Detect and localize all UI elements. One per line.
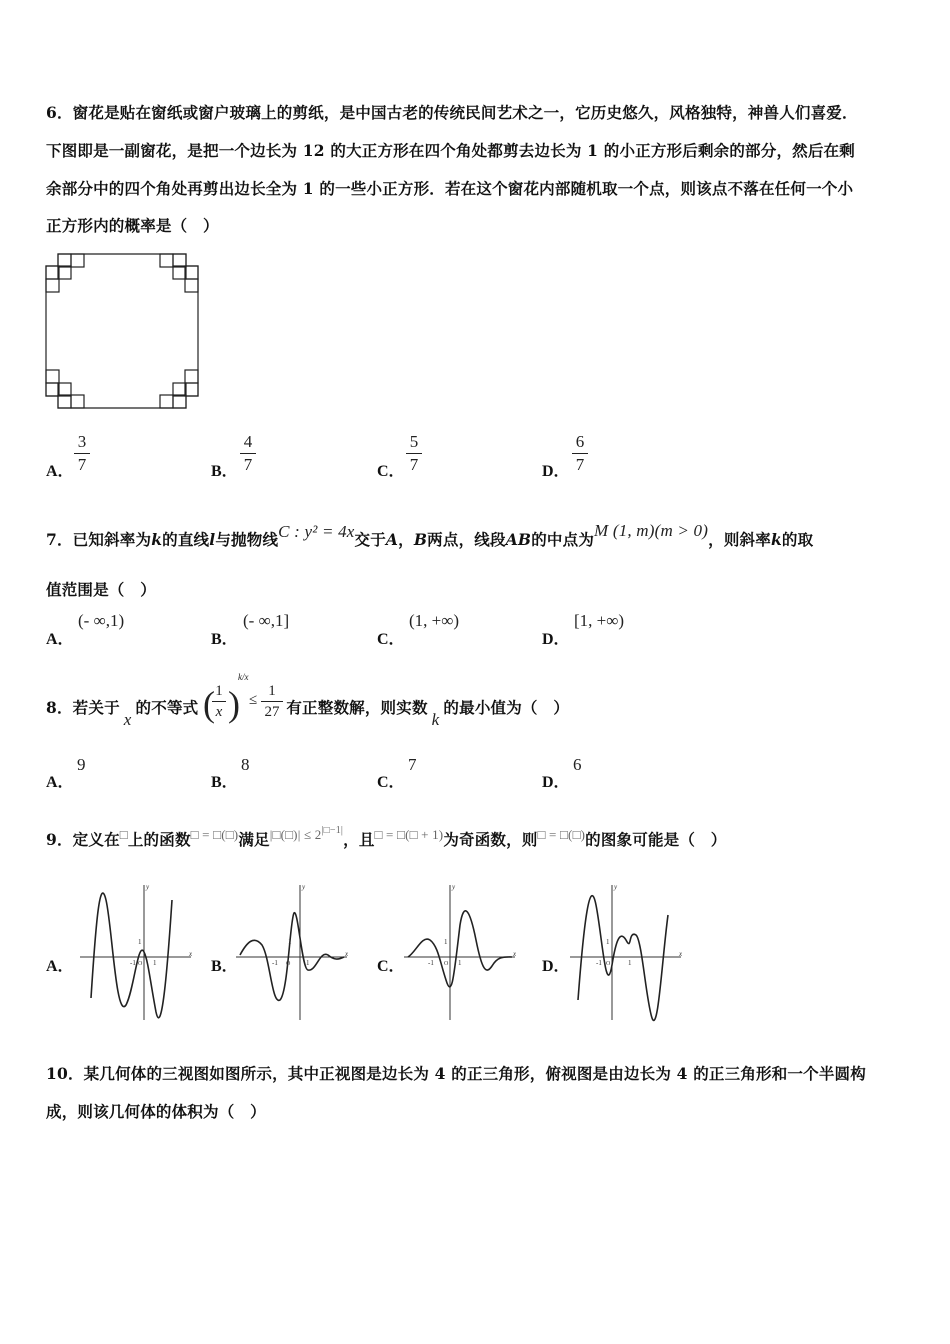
- q7-option-d-label: D．: [542, 631, 570, 648]
- q8-option-d-label: D．: [542, 774, 570, 791]
- svg-text:x: x: [189, 950, 193, 958]
- svg-text:-1: -1: [272, 959, 278, 967]
- window-flower-figure: [40, 248, 210, 416]
- q9-option-d-label: D．: [542, 958, 570, 975]
- q8-option-a-label: A．: [46, 774, 74, 791]
- q6-text-line4: 正方形内的概率是（ ）: [46, 216, 219, 235]
- svg-text:1: 1: [138, 938, 142, 946]
- q6-option-c-fraction: 5 7: [406, 432, 422, 475]
- q7-option-c-value: (1, +∞): [409, 611, 460, 630]
- svg-text:O: O: [444, 961, 449, 967]
- q8-option-a-value: 9: [77, 755, 86, 774]
- q6-option-a-label: A．: [46, 463, 74, 480]
- svg-text:1: 1: [288, 938, 292, 946]
- svg-text:-1: -1: [596, 959, 602, 967]
- q7-text-line2: 值范围是（ ）: [46, 580, 156, 599]
- q7-option-b-value: (- ∞,1]: [243, 611, 290, 630]
- q8-option-d-value: 6: [573, 755, 582, 774]
- q9-option-a-label: A．: [46, 958, 74, 975]
- q8-option-b-value: 8: [241, 755, 250, 774]
- q6-option-d-fraction: 6 7: [572, 432, 588, 475]
- q6-option-d-label: D．: [542, 463, 570, 480]
- svg-text:1: 1: [606, 938, 610, 946]
- svg-text:x: x: [679, 950, 683, 958]
- q8-rhs-fraction: 1 27: [261, 682, 283, 721]
- q6-text-line1: 6．窗花是贴在窗纸或窗户玻璃上的剪纸，是中国古老的传统民间艺术之一，它历史悠久，风格独特，神兽人们喜爱．: [46, 103, 858, 122]
- svg-text:y: y: [146, 883, 150, 891]
- svg-text:y: y: [614, 883, 618, 891]
- q8-option-b-label: B．: [211, 774, 238, 791]
- svg-text:O: O: [606, 961, 611, 967]
- q10-text-line1: 10．某几何体的三视图如图所示，其中正视图是边长为 4 的正三角形，俯视图是由边长为 4 的正三角形和一个半圆构: [46, 1064, 866, 1083]
- svg-text:1: 1: [153, 959, 157, 967]
- svg-text:1: 1: [306, 959, 310, 967]
- q8-leq: ≤: [249, 692, 258, 708]
- svg-text:-1: -1: [428, 959, 434, 967]
- svg-text:O: O: [286, 961, 291, 967]
- q8-inequality: ( 1 x ) k/x ≤ 1 27: [203, 682, 289, 728]
- q9-graph-c: [400, 880, 520, 1025]
- q6-option-b-label: B．: [211, 463, 238, 480]
- q7-option-d-value: [1, +∞): [574, 611, 625, 630]
- q9-text: 9．定义在□上的函数□ = □(□)满足$^{|□(□)| \le 2|□-1|}$，且$^{□ = □(□ + 1)}$为奇函数，则□ = □(□)的图象可能是（ ）: [46, 825, 727, 849]
- q9-graph-a: [76, 880, 196, 1025]
- q9-option-b-label: B．: [211, 958, 238, 975]
- svg-text:y: y: [302, 883, 306, 891]
- q7-option-a-label: A．: [46, 631, 74, 648]
- q7-option-a-value: (- ∞,1): [78, 611, 125, 630]
- q9-graph-b: [232, 880, 352, 1025]
- q7-option-c-label: C．: [377, 631, 405, 648]
- q8-option-c-value: 7: [408, 755, 417, 774]
- q6-text-line3: 余部分中的四个角处再剪出边长全为 1 的一些小正方形．若在这个窗花内部随机取一个点，则该点不落在任何一个小: [46, 179, 854, 198]
- q8-exponent: k/x: [238, 672, 249, 682]
- svg-text:1: 1: [458, 959, 462, 967]
- svg-text:y: y: [452, 883, 456, 891]
- svg-text:O: O: [138, 961, 143, 967]
- svg-text:x: x: [513, 950, 517, 958]
- q10-text-line2: 成，则该几何体的体积为（ ）: [46, 1102, 266, 1121]
- q7-option-b-label: B．: [211, 631, 238, 648]
- q9-graph-d: [566, 880, 686, 1025]
- q6-option-c-label: C．: [377, 463, 405, 480]
- q8-option-c-label: C．: [377, 774, 405, 791]
- q6-option-a-fraction: 3 7: [74, 432, 90, 475]
- q7-text-line1: 7．已知斜率为k的直线l与抛物线C : y² = 4x交于A，B两点，线段AB的中点为M (1, m)(m > 0)，则斜率k的取: [46, 521, 814, 549]
- q6-option-b-fraction: 4 7: [240, 432, 256, 475]
- q8-base-fraction: 1 x: [212, 682, 226, 721]
- q9-option-c-label: C．: [377, 958, 405, 975]
- svg-text:x: x: [345, 950, 349, 958]
- svg-text:-1: -1: [130, 959, 136, 967]
- q8-text: 8．若关于x的不等式 有正整数解，则实数k的最小值为（ ）: [46, 698, 570, 729]
- svg-text:1: 1: [628, 959, 632, 967]
- q6-text-line2: 下图即是一副窗花，是把一个边长为 12 的大正方形在四个角处都剪去边长为 1 的小正方形后剩余的部分，然后在剩: [46, 141, 855, 160]
- svg-text:1: 1: [444, 938, 448, 946]
